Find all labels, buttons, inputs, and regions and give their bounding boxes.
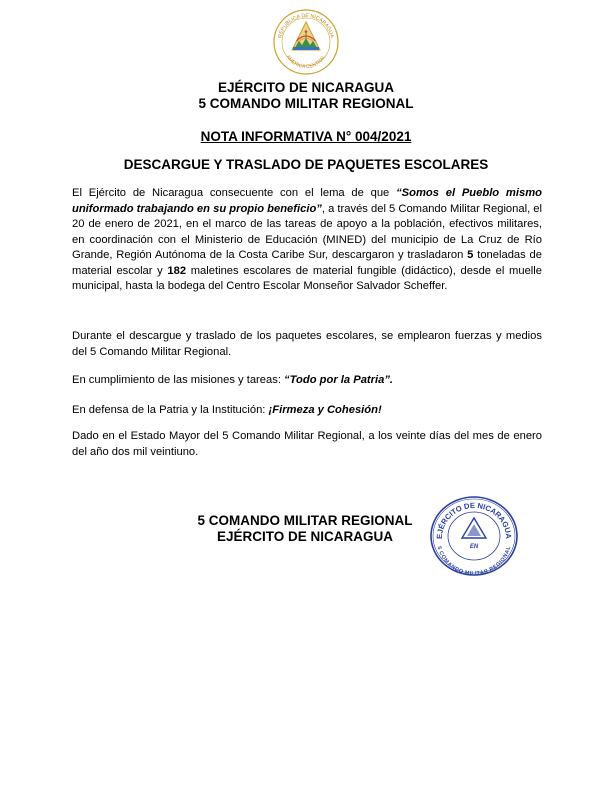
seal-ring-top-text: REPUBLICA DE NICARAGUA <box>277 12 335 39</box>
paragraph-4 <box>72 403 542 419</box>
paragraph-5: Dado en el Estado Mayor del 5 Comando Militar Regional, a los veinte días del mes de enero del año dos mil veintiuno. <box>72 430 542 458</box>
official-stamp <box>428 494 520 578</box>
p1-cases: 182 <box>167 264 187 277</box>
p1-tons: 5 <box>467 249 474 261</box>
p4-motto: ¡Firmeza y Cohesión! <box>268 404 382 416</box>
paragraph-2: Durante el descargue y traslado de los paquetes escolares, se emplearon fuerzas y medios del 5 Comando Militar Regional. <box>72 330 542 358</box>
coat-of-arms-seal <box>272 8 340 76</box>
p1-text-d: maletines escolares de material fungible (didáctico), desde el muelle municipal, hasta la bodega del Centro Escolar Monseñor Salvador Scheffer. <box>72 264 542 292</box>
p3-text-a: En cumplimiento de las misiones y tareas: <box>72 374 285 386</box>
header-org: EJÉRCITO DE NICARAGUA <box>217 80 395 95</box>
paragraph-1 <box>72 186 542 295</box>
coat-of-arms-icon <box>272 8 340 76</box>
p4-text-a: En defensa de la Patria y la Institución: <box>72 404 269 416</box>
note-title <box>0 129 612 145</box>
paragraph-3 <box>72 373 542 389</box>
header-unit: 5 COMANDO MILITAR REGIONAL <box>198 96 414 111</box>
note-title-text: NOTA INFORMATIVA N° 004/2021 <box>200 129 412 144</box>
army-stamp-icon <box>428 494 520 578</box>
stamp-center-text: EN <box>469 544 479 550</box>
signature-line-1: 5 COMANDO MILITAR REGIONAL <box>197 513 413 528</box>
svg-text:AMERICA CENTRAL <box>285 54 328 70</box>
p1-motto: “Somos el Pueblo mismo uniformado trabajando en su propio beneficio” <box>72 187 542 215</box>
p1-text-c: toneladas de material escolar y <box>72 249 542 277</box>
signature-line-2: EJÉRCITO DE NICARAGUA <box>216 529 394 544</box>
p1-text-a: El Ejército de Nicaragua consecuente con el lema de que <box>72 187 397 199</box>
subject-title: DESCARGUE Y TRASLADO DE PAQUETES ESCOLARES <box>123 157 489 172</box>
seal-ring-bottom-text: AMERICA CENTRAL <box>284 54 328 71</box>
stamp-ring-top-text: EJÉRCITO DE NICARAGUA <box>434 500 514 540</box>
p3-motto: “Todo por la Patria”. <box>284 374 394 386</box>
p1-text-b: , a través del 5 Comando Militar Regional, el 20 de enero de 2021, en el marco de las tareas de apoyo a la población, efectivos militares, en coordinación con el Ministerio de Educación (MINED) del municipio de La Cruz de Río Grande, Región Autónoma de la Costa Caribe Sur, descargaron y trasladaron <box>72 202 543 261</box>
stamp-ring-bottom-text: 5 COMANDO MILITAR REGIONAL <box>435 545 513 578</box>
